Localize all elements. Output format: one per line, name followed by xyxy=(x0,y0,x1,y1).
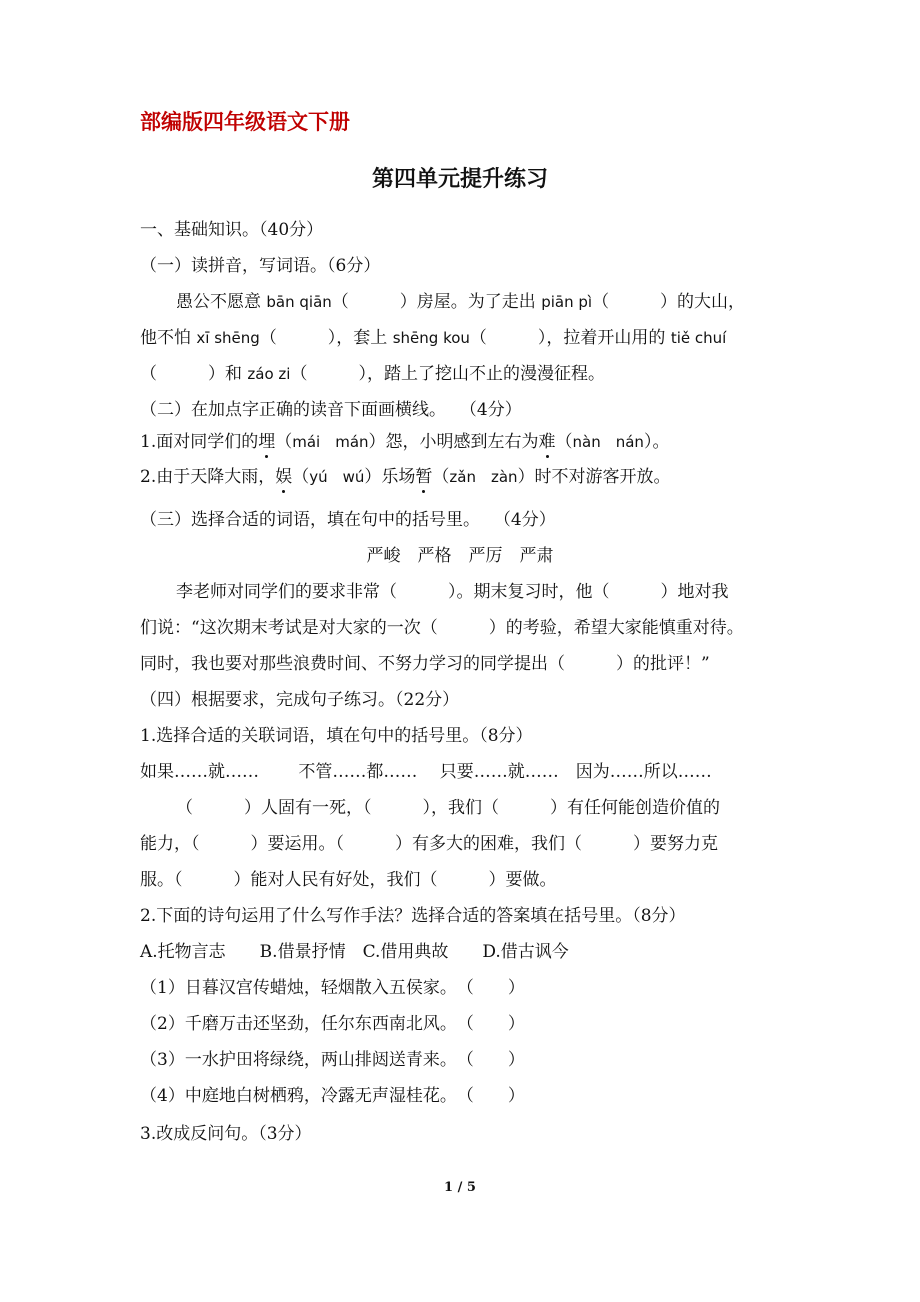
pinyin-options: yú wú xyxy=(309,468,365,486)
dotted-char: 难 xyxy=(538,432,556,452)
paragraph-line: 能力，（ ）要运用。（ ）有多大的困难，我们（ ）要努力克 xyxy=(140,834,718,854)
pinyin-line-3: （ ）和 záo zi（ ），踏上了挖山不止的漫漫征程。 xyxy=(140,364,605,384)
dotted-char: 娱 xyxy=(275,467,293,487)
pinyin: piān pì xyxy=(541,293,593,311)
dotted-char: 埋 xyxy=(258,432,276,452)
dotted-char: 暂 xyxy=(415,467,433,487)
pinyin: bān qiān xyxy=(266,293,332,311)
poem-item: （3）一水护田将绿绕，两山排闼送青来。 （ ） xyxy=(140,1050,525,1070)
pinyin: shēng kou xyxy=(392,329,470,347)
word-choices: 严峻 严格 严厉 严肃 xyxy=(366,546,554,566)
paragraph-line: 服。（ ）能对人民有好处，我们（ ）要做。 xyxy=(140,870,557,890)
question-title: 1.选择合适的关联词语，填在句中的括号里。（8分） xyxy=(140,726,533,746)
part4-title: （四）根据要求，完成句子练习。（22分） xyxy=(140,690,460,710)
pinyin-line-1: 愚公不愿意 bān qiān（ ）房屋。为了走出 piān pì（ ）的大山， xyxy=(176,292,746,312)
section-title: 一、基础知识。（40分） xyxy=(140,220,324,240)
document-series-title: 部编版四年级语文下册 xyxy=(140,109,350,134)
paragraph-line: 们说：“这次期末考试是对大家的一次（ ）的考验，希望大家能慎重对待。 xyxy=(140,618,744,638)
paragraph-line: （ ）人固有一死，（ ），我们（ ）有任何能创造价值的 xyxy=(176,798,720,818)
page-title: 第四单元提升练习 xyxy=(371,166,548,192)
pinyin-options: mái mán xyxy=(292,433,369,451)
pinyin: záo zi xyxy=(247,365,291,383)
pinyin-options: zǎn zàn xyxy=(449,468,518,486)
question-title: 2.下面的诗句运用了什么写作手法？选择合适的答案填在括号里。（8分） xyxy=(140,906,686,926)
question-1: 1.面对同学们的埋（mái mán）怨，小明感到左右为难（nàn nán）。 xyxy=(140,432,670,452)
paragraph-line: 李老师对同学们的要求非常（ ）。期末复习时，他（ ）地对我 xyxy=(176,582,729,602)
part3-title: （三）选择合适的词语，填在句中的括号里。 （4分） xyxy=(140,510,556,530)
technique-options: A.托物言志 B.借景抒情 C.借用典故 D.借古讽今 xyxy=(140,942,569,962)
pinyin: xī shēng xyxy=(196,329,260,347)
pinyin-line-2: 他不怕 xī shēng（ ），套上 shēng kou（ ），拉着开山用的 tiě chuí xyxy=(140,328,727,348)
poem-item: （4）中庭地白树栖鸦，冷露无声湿桂花。 （ ） xyxy=(140,1086,525,1106)
part1-title: （一）读拼音，写词语。（6分） xyxy=(140,256,381,276)
pinyin: tiě chuí xyxy=(670,329,727,347)
poem-item: （2）千磨万击还坚劲，任尔东西南北风。 （ ） xyxy=(140,1014,525,1034)
question-title: 3.改成反问句。（3分） xyxy=(140,1124,312,1144)
pinyin-options: nàn nán xyxy=(572,433,644,451)
conjunction-options: 如果……就…… 不管……都…… 只要……就…… 因为……所以…… xyxy=(140,762,712,782)
poem-item: （1）日暮汉宫传蜡烛，轻烟散入五侯家。 （ ） xyxy=(140,978,525,998)
question-2: 2.由于天降大雨，娱（yú wú）乐场暂（zǎn zàn）时不对游客开放。 xyxy=(140,467,671,487)
part2-title: （二）在加点字正确的读音下面画横线。 （4分） xyxy=(140,400,522,420)
page-number: 1 / 5 xyxy=(444,1180,476,1195)
paragraph-line: 同时，我也要对那些浪费时间、不努力学习的同学提出（ ）的批评！” xyxy=(140,654,710,674)
